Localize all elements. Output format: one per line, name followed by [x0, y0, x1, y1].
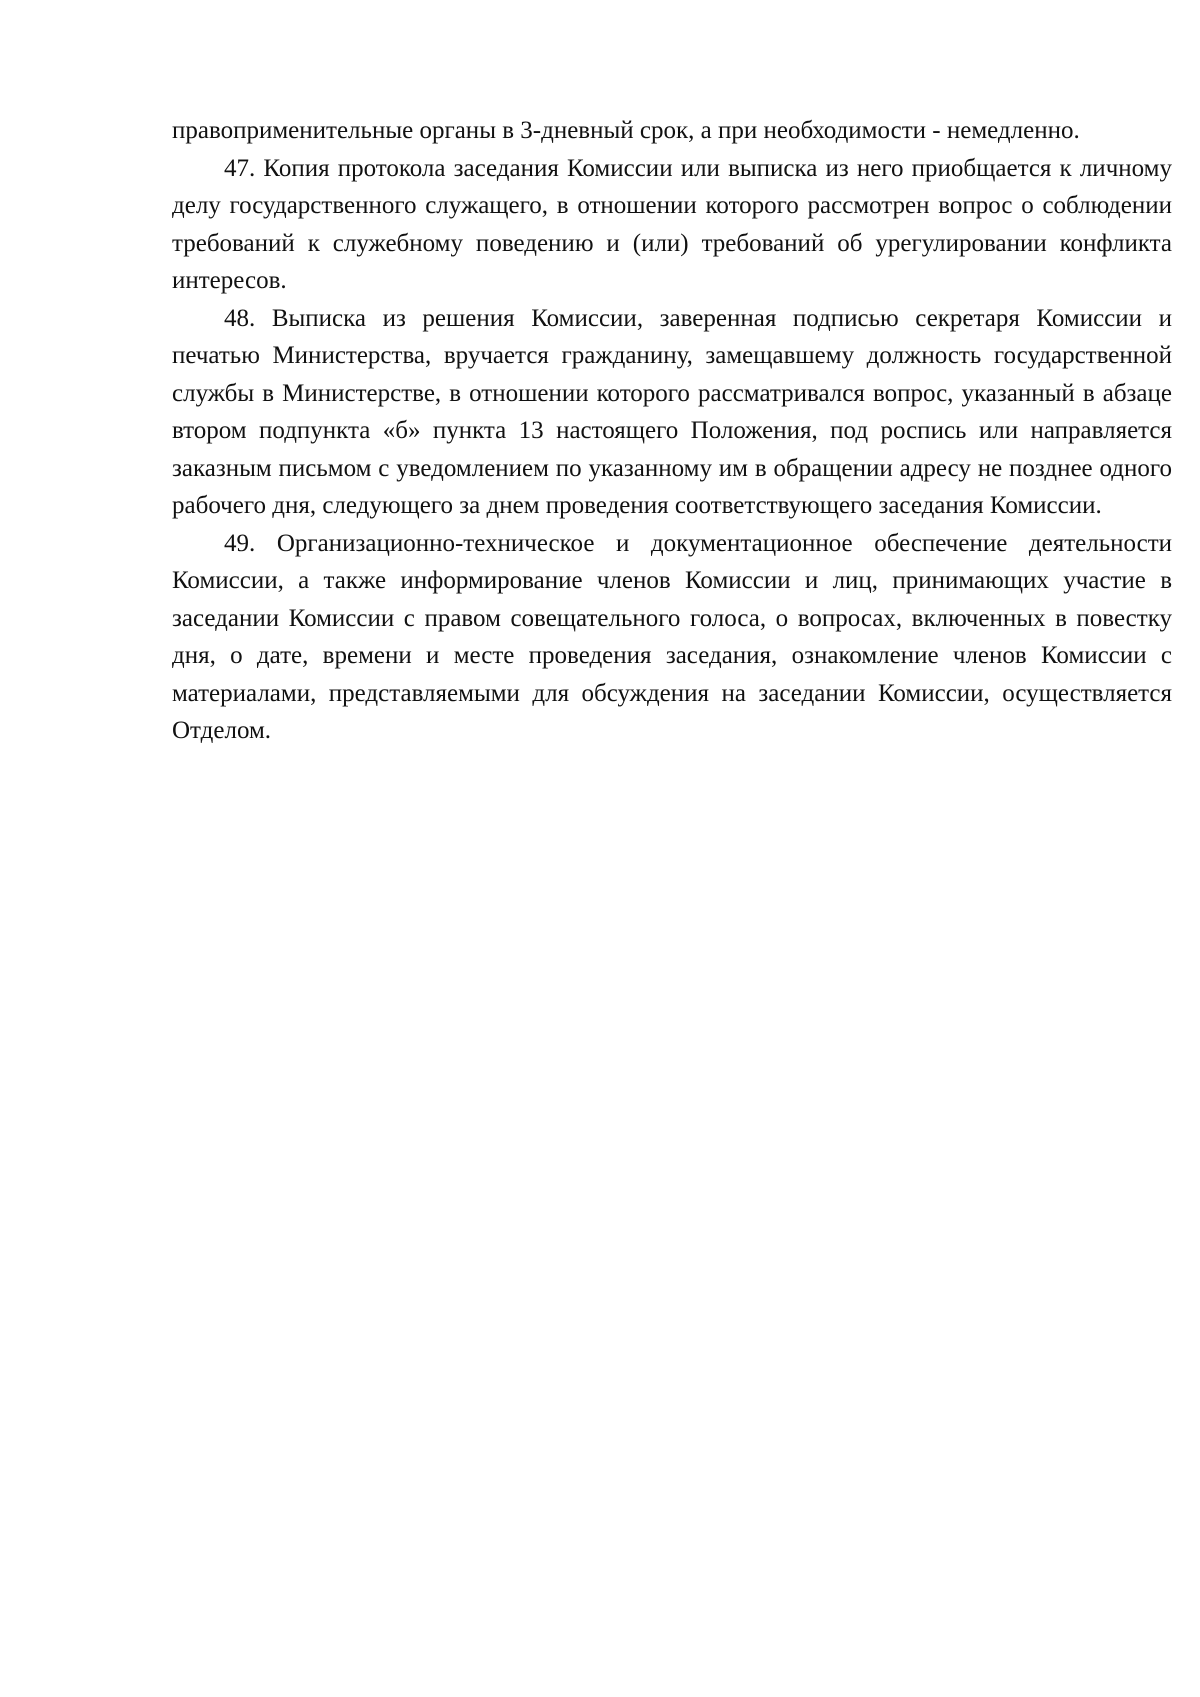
paragraph-item-48: 48. Выписка из решения Комиссии, заверенная подписью секретаря Комиссии и печатью Министерства, вручается гражданину, замещавшему должность государственной службы в Министерстве, в отношении которого рассматривался вопрос, указанный в абзаце втором подпункта «б» пункта 13 настоящего Положения, под роспись или направляется заказным письмом с уведомлением по указанному им в обращении адресу не позднее одного рабочего дня, следующего за днем проведения соответствующего заседания Комиссии.	[172, 304, 1172, 519]
document-body	[172, 112, 1172, 750]
paragraph-item-47: 47. Копия протокола заседания Комиссии или выписка из него приобщается к личному делу государственного служащего, в отношении которого рассмотрен вопрос о соблюдении требований к служебному поведению и (или) требований об урегулировании конфликта интересов.	[172, 154, 1172, 294]
paragraph-continuation: правоприменительные органы в 3-дневный срок, а при необходимости - немедленно.	[172, 117, 1080, 144]
paragraph-item-49: 49. Организационно-техническое и документационное обеспечение деятельности Комиссии, а также информирование членов Комиссии и лиц, принимающих участие в заседании Комиссии с правом совещательного голоса, о вопросах, включенных в повестку дня, о дате, времени и месте проведения заседания, ознакомление членов Комиссии с материалами, представляемыми для обсуждения на заседании Комиссии, осуществляется Отделом.	[172, 529, 1172, 744]
